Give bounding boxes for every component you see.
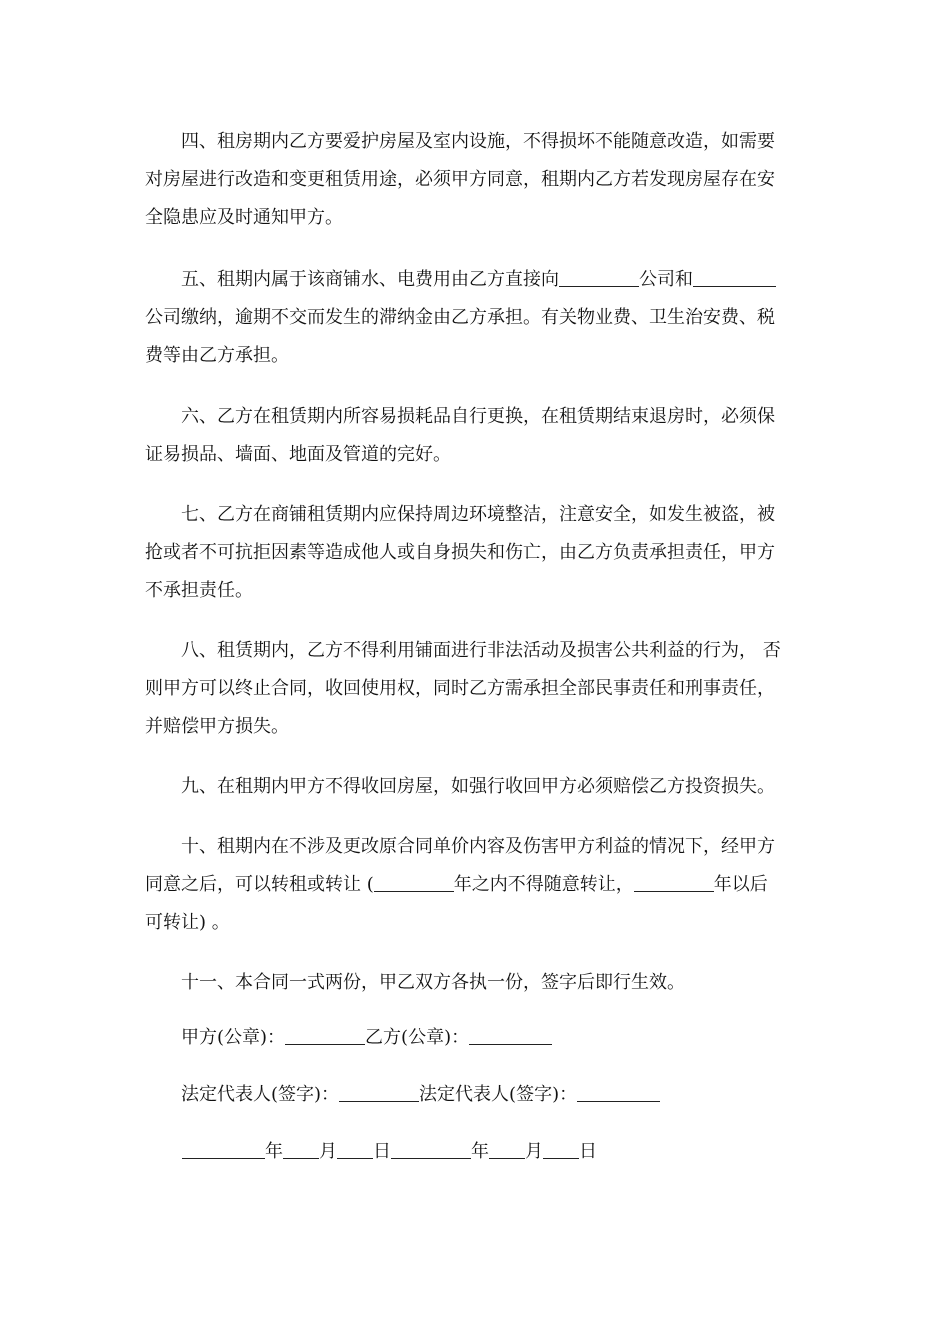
clause-7-line-3: 不承担责任。 — [145, 580, 253, 601]
clause-8-line-1: 八、租赁期内，乙方不得利用铺面进行非法活动及损害公共利益的行为， 否 — [181, 640, 781, 661]
clause-11-line-1: 十一、本合同一式两份，甲乙双方各执一份，签字后即行生效。 — [181, 972, 685, 993]
party-a-rep-label: 法定代表人(签字)： — [181, 1084, 340, 1105]
clause-7-line-1: 七、乙方在商铺租赁期内应保持周边环境整洁，注意安全，如发生被盗，被 — [181, 504, 775, 525]
clause-6-line-2: 证易损品、墙面、地面及管道的完好。 — [145, 444, 451, 465]
party-b-month-label: 月 — [525, 1141, 543, 1162]
clause-5-text-b: 公司和 — [639, 269, 693, 290]
party-b-seal-label: 乙方(公章)： — [365, 1027, 470, 1048]
clause-10-line-3: 可转让) 。 — [145, 912, 230, 933]
party-a-rep-blank[interactable] — [339, 1083, 419, 1102]
clause-4-line-1: 四、租房期内乙方要爱护房屋及室内设施，不得损坏不能随意改造，如需要 — [181, 131, 775, 152]
clause-9-line-1: 九、在租期内甲方不得收回房屋，如强行收回甲方必须赔偿乙方投资损失。 — [181, 776, 775, 797]
party-a-month-blank[interactable] — [283, 1140, 319, 1159]
seal-row — [181, 1020, 552, 1056]
date-row — [182, 1134, 597, 1170]
party-b-day-label: 日 — [579, 1141, 597, 1162]
party-a-year-label: 年 — [265, 1141, 283, 1162]
clause-10-text-b: 年之内不得随意转让， — [453, 874, 634, 895]
party-a-seal-blank[interactable] — [285, 1026, 365, 1045]
party-b-rep-label: 法定代表人(签字)： — [419, 1084, 578, 1105]
clause-10-text-c: 年以后 — [713, 874, 768, 895]
clause-10-line-1: 十、租期内在不涉及更改原合同单价内容及伤害甲方利益的情况下，经甲方 — [181, 836, 775, 857]
party-b-day-blank[interactable] — [543, 1140, 579, 1159]
party-b-year-label: 年 — [471, 1141, 489, 1162]
transfer-after-years-blank[interactable] — [634, 873, 714, 892]
clause-4-line-3: 全隐患应及时通知甲方。 — [145, 207, 343, 228]
clause-8-line-3: 并赔偿甲方损失。 — [145, 716, 289, 737]
clause-10-text-a: 同意之后，可以转租或转让 ( — [145, 874, 374, 895]
representative-row — [181, 1077, 660, 1113]
clause-5-line-2: 公司缴纳，逾期不交而发生的滞纳金由乙方承担。有关物业费、卫生治安费、税 — [145, 307, 775, 328]
clause-5-line-1 — [181, 262, 776, 298]
no-transfer-years-blank[interactable] — [374, 873, 454, 892]
party-a-seal-label: 甲方(公章)： — [181, 1027, 286, 1048]
clause-5-text-a: 五、租期内属于该商铺水、电费用由乙方直接向 — [181, 269, 559, 290]
clause-6-line-1: 六、乙方在租赁期内所容易损耗品自行更换，在租赁期结束退房时，必须保 — [181, 406, 775, 427]
party-a-year-blank[interactable] — [182, 1140, 265, 1159]
electric-company-blank[interactable] — [693, 268, 776, 287]
party-b-month-blank[interactable] — [489, 1140, 525, 1159]
party-b-seal-blank[interactable] — [469, 1026, 552, 1045]
clause-4-line-2: 对房屋进行改造和变更租赁用途，必须甲方同意，租期内乙方若发现房屋存在安 — [145, 169, 775, 190]
party-b-year-blank[interactable] — [391, 1140, 471, 1159]
clause-5-line-3: 费等由乙方承担。 — [145, 345, 289, 366]
clause-10-line-2 — [145, 867, 768, 903]
clause-8-line-2: 则甲方可以终止合同，收回使用权，同时乙方需承担全部民事责任和刑事责任， — [145, 678, 775, 699]
clause-7-line-2: 抢或者不可抗拒因素等造成他人或自身损失和伤亡，由乙方负责承担责任，甲方 — [145, 542, 775, 563]
party-a-month-label: 月 — [319, 1141, 337, 1162]
party-a-day-label: 日 — [373, 1141, 391, 1162]
party-a-day-blank[interactable] — [337, 1140, 373, 1159]
party-b-rep-blank[interactable] — [577, 1083, 660, 1102]
water-company-blank[interactable] — [559, 268, 639, 287]
